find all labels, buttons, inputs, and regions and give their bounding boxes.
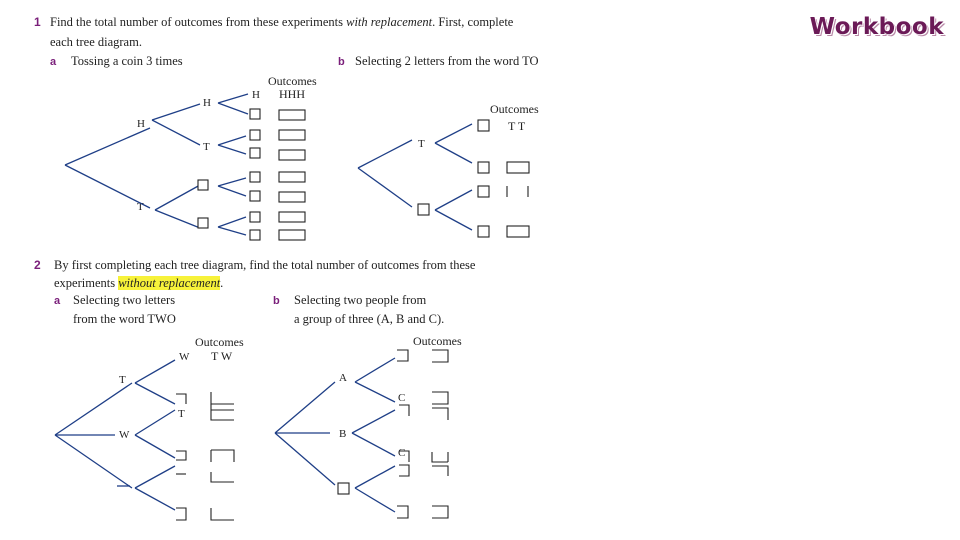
q1-number: 1	[34, 15, 41, 29]
q1-text-b: . First, complete	[432, 15, 514, 29]
q2b-text-line1: Selecting two people from	[294, 293, 427, 307]
q2a-label-l1-top: T	[119, 374, 126, 386]
q2b-answer-boxes	[338, 350, 409, 518]
q2b-outcome-boxes	[432, 350, 448, 518]
workbook-badge: Workbook	[809, 14, 944, 40]
q1-text-line2: each tree diagram.	[50, 35, 142, 49]
q2b-branches	[275, 358, 395, 512]
q1-text-a: Find the total number of outcomes from these experiments	[50, 15, 347, 29]
q1b-letter: b	[338, 56, 345, 68]
q1a-label-l3-first: H	[252, 89, 260, 101]
q1b-label-l1-top: T	[418, 138, 425, 150]
q2a-label-l2-first: W	[179, 351, 190, 363]
q1a-label-l2-mid: T	[203, 141, 210, 153]
q2a-label-l2-second: T	[178, 408, 185, 420]
q1-text-emph: with replacement	[346, 15, 433, 29]
q1b-tree	[358, 120, 529, 237]
q1a-outcomes-header: Outcomes	[268, 74, 317, 88]
q2-text-line2-b: .	[220, 276, 224, 290]
q1b-first-outcome: T T	[508, 119, 526, 133]
q2a-answer-boxes	[176, 394, 186, 520]
q1a-first-outcome: HHH	[279, 87, 305, 101]
q2b-tree	[275, 350, 448, 518]
q2b-letter: b	[273, 295, 280, 307]
q1b-text: Selecting 2 letters from the word TO	[355, 54, 539, 68]
q1a-outcome-boxes	[279, 110, 305, 240]
q2b-text-line2: a group of three (A, B and C).	[294, 312, 445, 326]
q2a-letter: a	[54, 295, 61, 307]
q1a-text: Tossing a coin 3 times	[71, 54, 183, 68]
q2b-label-l2-c2: C	[398, 447, 406, 459]
q2a-outcome-boxes	[211, 392, 234, 520]
q2a-text-line2: from the word TWO	[73, 312, 176, 326]
q2b-label-l2-c1: C	[398, 392, 406, 404]
q1b-outcomes-header: Outcomes	[490, 102, 539, 116]
q1a-label-l1-top: H	[137, 118, 145, 130]
q1a-tree	[65, 94, 305, 240]
q2b-outcomes-header: Outcomes	[413, 334, 462, 348]
q1b-outcome-boxes	[507, 162, 529, 237]
q2a-tree	[55, 360, 234, 520]
q2-number: 2	[34, 258, 41, 272]
q2a-first-outcome: T W	[211, 349, 233, 363]
q2b-label-l1-top: A	[339, 372, 347, 384]
q2-highlight: without replacement	[118, 276, 221, 290]
q2a-branches	[55, 360, 175, 510]
q2b-label-l1-mid: B	[339, 428, 347, 440]
q1a-label-l2-top: H	[203, 97, 211, 109]
q2-text-line1: By first completing each tree diagram, find the total number of outcomes from these	[54, 258, 476, 272]
q2a-outcomes-header: Outcomes	[195, 335, 244, 349]
q1b-branches	[358, 124, 472, 230]
q2a-text-line1: Selecting two letters	[73, 293, 176, 307]
q2-text-line2-a: experiments	[54, 276, 119, 290]
q1a-branches	[65, 94, 248, 235]
q1a-answer-boxes	[198, 109, 260, 240]
q1a-letter: a	[50, 56, 57, 68]
q1a-label-l1-bottom: T	[137, 201, 144, 213]
q2a-label-l1-mid: W	[119, 429, 130, 441]
